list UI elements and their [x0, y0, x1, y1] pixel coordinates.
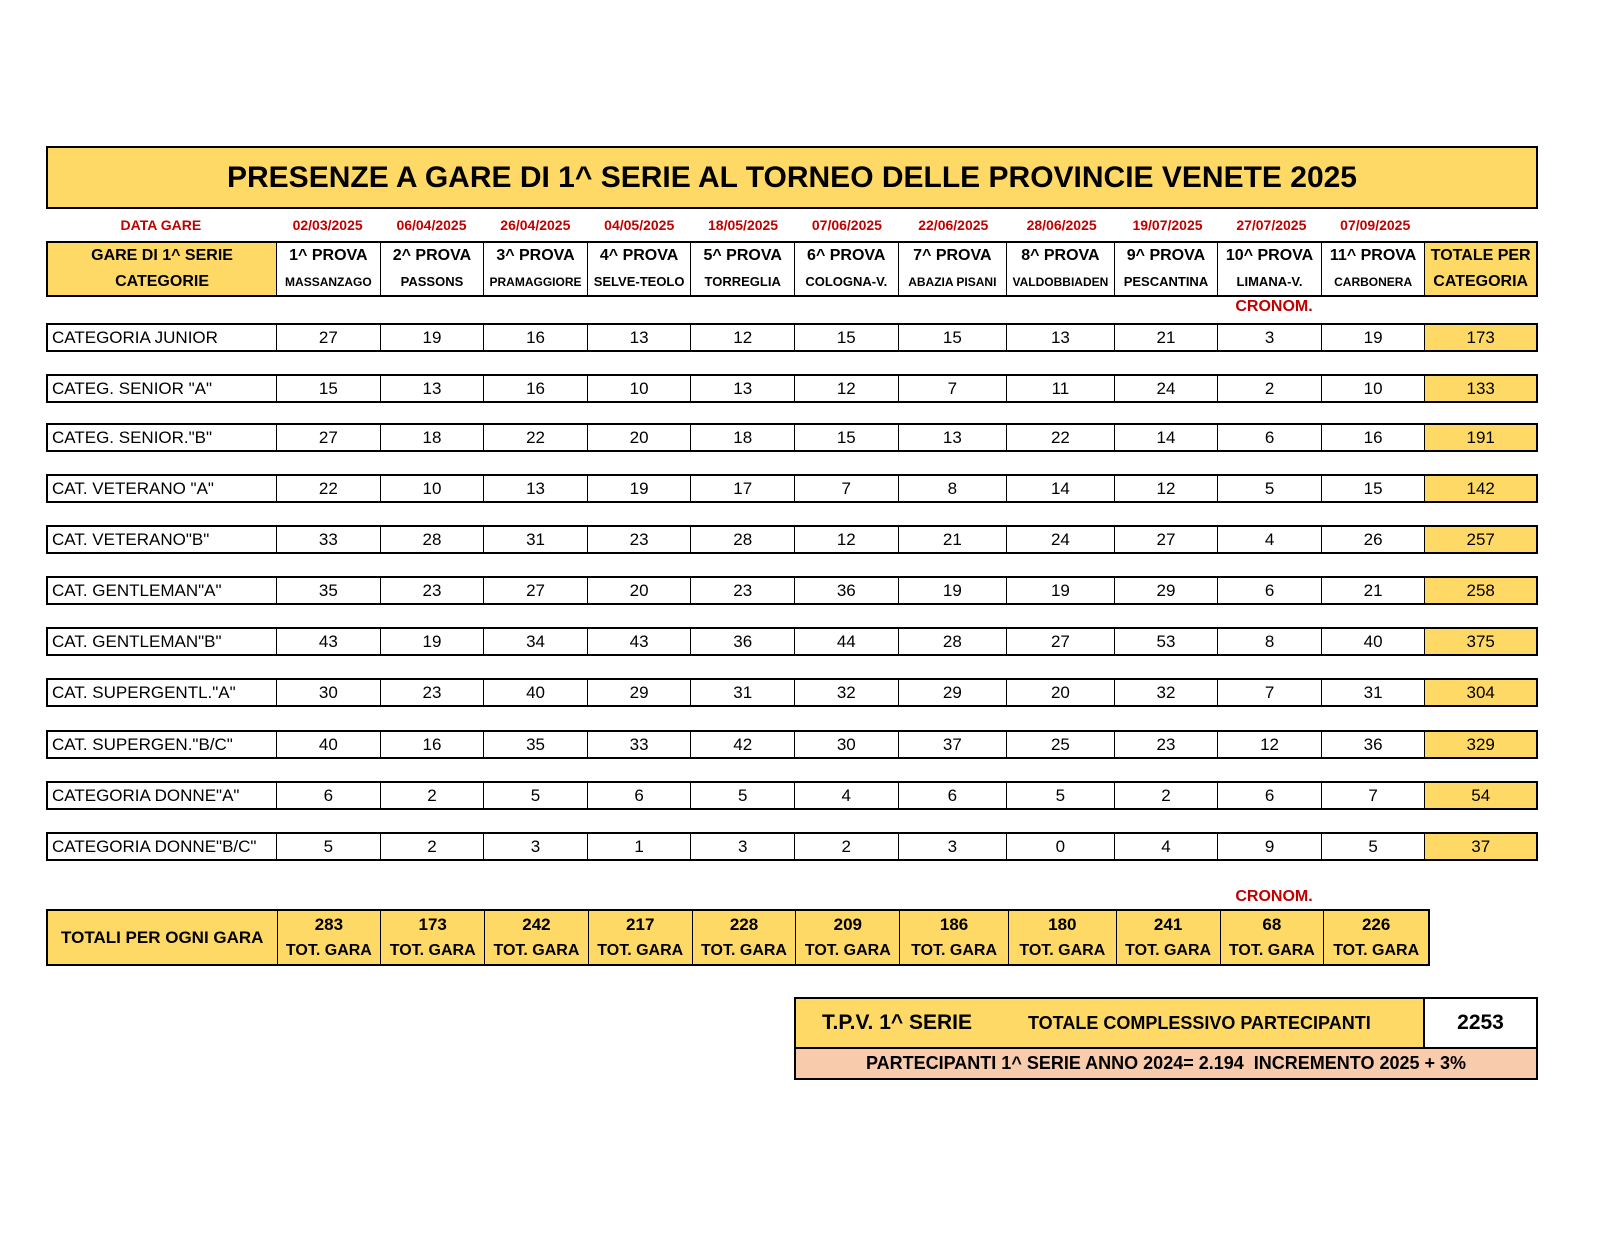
race-count-cell: 16	[1322, 425, 1426, 450]
race-count-cell: 24	[1115, 376, 1219, 401]
category-total-cell: 142	[1425, 476, 1536, 501]
race-total-cell	[278, 911, 382, 964]
race-count-cell: 19	[381, 629, 485, 654]
race-total-value: 228	[729, 914, 759, 934]
race-count-cell: 29	[899, 680, 1008, 705]
race-count-cell: 3	[899, 834, 1008, 859]
category-label: CAT. SUPERGEN."B/C"	[48, 732, 277, 757]
race-count-cell: 31	[484, 527, 588, 552]
race-count-cell: 10	[381, 476, 485, 501]
race-count-cell: 42	[691, 732, 795, 757]
race-count-cell: 16	[381, 732, 485, 757]
race-count-cell: 31	[691, 680, 795, 705]
race-total-value: 209	[833, 914, 862, 934]
category-total-cell: 375	[1425, 629, 1536, 654]
race-count-cell: 44	[795, 629, 899, 654]
cronom-label-top: CRONOM.	[1235, 298, 1313, 315]
header-line: CATEGORIE	[115, 273, 209, 290]
header-line: GARE DI 1^ SERIE	[91, 247, 233, 264]
race-date: 18/05/2025	[708, 217, 779, 233]
race-count-cell: 13	[899, 425, 1008, 450]
race-date: 26/04/2025	[500, 217, 571, 233]
race-total-cell	[796, 911, 900, 964]
race-count-cell: 18	[691, 425, 795, 450]
table-row	[46, 730, 1538, 759]
race-count-cell: 3	[484, 834, 588, 859]
category-total-cell: 257	[1425, 527, 1536, 552]
category-label: CAT. VETERANO "A"	[48, 476, 277, 501]
race-count-cell: 5	[1007, 783, 1115, 808]
category-total-cell: 329	[1425, 732, 1536, 757]
race-count-cell: 10	[588, 376, 692, 401]
race-total-sublabel: TOT. GARA	[804, 941, 891, 959]
totals-label: TOTALI PER OGNI GARA	[48, 911, 278, 964]
race-count-cell: 23	[691, 578, 795, 603]
race-count-cell: 13	[691, 376, 795, 401]
race-count-cell: 27	[277, 325, 381, 350]
race-count-cell: 35	[484, 732, 588, 757]
race-total-value: 173	[418, 914, 447, 934]
race-number: 9^ PROVA	[1126, 247, 1206, 264]
race-count-cell: 6	[588, 783, 692, 808]
race-count-cell: 3	[691, 834, 795, 859]
race-count-cell: 5	[1322, 834, 1426, 859]
cronom-label-bottom: CRONOM.	[1235, 888, 1313, 905]
race-number: 7^ PROVA	[913, 247, 992, 264]
race-count-cell: 24	[1007, 527, 1115, 552]
race-count-cell: 22	[484, 425, 588, 450]
race-count-cell: 36	[795, 578, 899, 603]
race-count-cell: 19	[588, 476, 692, 501]
header-race	[795, 243, 899, 295]
race-total-cell	[900, 911, 1009, 964]
race-total-sublabel: TOT. GARA	[1333, 941, 1420, 959]
race-count-cell: 21	[1115, 325, 1219, 350]
race-total-sublabel: TOT. GARA	[1019, 941, 1106, 959]
race-count-cell: 27	[1007, 629, 1115, 654]
table-row	[46, 323, 1538, 352]
race-count-cell: 26	[1322, 527, 1426, 552]
race-total-sublabel: TOT. GARA	[389, 941, 476, 959]
tpv-label: T.P.V. 1^ SERIE	[822, 1011, 973, 1034]
race-number: 5^ PROVA	[703, 247, 782, 264]
race-count-cell: 5	[1218, 476, 1322, 501]
race-count-cell: 20	[1007, 680, 1115, 705]
race-count-cell: 15	[795, 325, 899, 350]
category-total-cell: 304	[1425, 680, 1536, 705]
race-count-cell: 23	[588, 527, 692, 552]
category-label: CAT. SUPERGENTL."A"	[48, 680, 277, 705]
race-count-cell: 7	[899, 376, 1008, 401]
date-label: DATA GARE	[120, 217, 202, 233]
race-count-cell: 29	[1115, 578, 1219, 603]
race-total-sublabel: TOT. GARA	[1125, 941, 1212, 959]
header-race	[1115, 243, 1219, 295]
race-total-cell	[381, 911, 485, 964]
header-total	[1425, 243, 1536, 295]
race-count-cell: 36	[691, 629, 795, 654]
race-count-cell: 28	[691, 527, 795, 552]
race-count-cell: 4	[1115, 834, 1219, 859]
header-race	[899, 243, 1008, 295]
race-count-cell: 22	[1007, 425, 1115, 450]
race-count-cell: 5	[691, 783, 795, 808]
race-count-cell: 13	[588, 325, 692, 350]
race-total-sublabel: TOT. GARA	[597, 941, 684, 959]
race-place: MASSANZAGO	[285, 275, 372, 289]
header-race	[691, 243, 795, 295]
race-count-cell: 6	[277, 783, 381, 808]
race-total-value: 241	[1153, 914, 1183, 934]
race-count-cell: 15	[277, 376, 381, 401]
race-count-cell: 19	[899, 578, 1008, 603]
note-text: PARTECIPANTI 1^ SERIE ANNO 2024= 2.194 INCREMENTO 2025 + 3%	[865, 1053, 1467, 1073]
race-place: LIMANA-V.	[1236, 274, 1303, 289]
race-date: 27/07/2025	[1236, 217, 1307, 233]
category-total-cell: 54	[1425, 783, 1536, 808]
race-count-cell: 20	[588, 425, 692, 450]
race-count-cell: 31	[1322, 680, 1426, 705]
header-race	[1218, 243, 1322, 295]
race-count-cell: 34	[484, 629, 588, 654]
race-place: ABAZIA PISANI	[908, 275, 997, 289]
category-label: CAT. GENTLEMAN"B"	[48, 629, 277, 654]
total-participants-label: TOTALE COMPLESSIVO PARTECIPANTI	[1028, 1012, 1371, 1033]
race-count-cell: 33	[277, 527, 381, 552]
race-count-cell: 5	[484, 783, 588, 808]
summary-label-area	[796, 999, 1425, 1047]
race-count-cell: 7	[1218, 680, 1322, 705]
category-total-cell: 37	[1425, 834, 1536, 859]
race-total-value: 226	[1361, 914, 1391, 934]
table-row	[46, 576, 1538, 605]
dates-row	[46, 214, 1538, 236]
race-count-cell: 21	[1322, 578, 1426, 603]
race-number: 6^ PROVA	[807, 247, 886, 264]
race-date: 07/09/2025	[1340, 217, 1411, 233]
header-categories	[48, 243, 277, 295]
race-count-cell: 43	[588, 629, 692, 654]
race-count-cell: 33	[588, 732, 692, 757]
race-count-cell: 2	[1115, 783, 1219, 808]
race-count-cell: 37	[899, 732, 1008, 757]
table-row	[46, 781, 1538, 810]
race-count-cell: 16	[484, 325, 588, 350]
race-number: 4^ PROVA	[599, 247, 679, 264]
race-count-cell: 27	[484, 578, 588, 603]
race-total-sublabel: TOT. GARA	[285, 941, 372, 959]
race-number: 11^ PROVA	[1329, 247, 1417, 264]
table-row	[46, 627, 1538, 656]
race-count-cell: 35	[277, 578, 381, 603]
race-place: SELVE-TEOLO	[593, 274, 685, 289]
category-total-cell: 133	[1425, 376, 1536, 401]
category-total-cell: 173	[1425, 325, 1536, 350]
race-count-cell: 11	[1007, 376, 1115, 401]
race-total-cell	[485, 911, 589, 964]
race-count-cell: 2	[795, 834, 899, 859]
race-count-cell: 19	[381, 325, 485, 350]
race-count-cell: 15	[1322, 476, 1426, 501]
table-header	[46, 241, 1538, 297]
header-race	[588, 243, 692, 295]
category-total-cell: 258	[1425, 578, 1536, 603]
race-count-cell: 22	[277, 476, 381, 501]
race-count-cell: 19	[1322, 325, 1426, 350]
race-count-cell: 23	[381, 578, 485, 603]
race-count-cell: 27	[277, 425, 381, 450]
header-race	[484, 243, 588, 295]
race-count-cell: 6	[1218, 783, 1322, 808]
header-race	[1322, 243, 1426, 295]
race-count-cell: 15	[795, 425, 899, 450]
race-total-cell	[1117, 911, 1221, 964]
race-count-cell: 9	[1218, 834, 1322, 859]
header-line: CATEGORIA	[1433, 273, 1529, 290]
table-row	[46, 474, 1538, 503]
race-count-cell: 30	[795, 732, 899, 757]
race-count-cell: 2	[381, 783, 485, 808]
table-row	[46, 832, 1538, 861]
race-count-cell: 12	[795, 376, 899, 401]
race-number: 8^ PROVA	[1021, 247, 1100, 264]
race-count-cell: 6	[1218, 425, 1322, 450]
race-total-cell	[1324, 911, 1428, 964]
race-date: 04/05/2025	[604, 217, 675, 233]
race-count-cell: 40	[1322, 629, 1426, 654]
race-total-sublabel: TOT. GARA	[493, 941, 580, 959]
race-count-cell: 14	[1115, 425, 1219, 450]
category-label: CAT. VETERANO"B"	[48, 527, 277, 552]
race-count-cell: 6	[899, 783, 1008, 808]
race-place: COLOGNA-V.	[805, 274, 888, 289]
race-date: 07/06/2025	[811, 217, 882, 233]
race-count-cell: 12	[1218, 732, 1322, 757]
race-total-value: 217	[626, 914, 655, 934]
race-count-cell: 36	[1322, 732, 1426, 757]
race-number: 3^ PROVA	[496, 247, 575, 264]
race-count-cell: 18	[381, 425, 485, 450]
race-count-cell: 7	[795, 476, 899, 501]
race-date: 22/06/2025	[918, 217, 989, 233]
table-row	[46, 374, 1538, 403]
race-count-cell: 8	[1218, 629, 1322, 654]
category-label: CATEGORIA JUNIOR	[48, 325, 277, 350]
race-total-cell	[589, 911, 693, 964]
race-count-cell: 23	[1115, 732, 1219, 757]
category-label: CATEGORIA DONNE"B/C"	[48, 834, 277, 859]
race-place: TORREGLIA	[704, 274, 781, 289]
race-count-cell: 28	[899, 629, 1008, 654]
page-title	[46, 146, 1538, 209]
category-label: CAT. GENTLEMAN"A"	[48, 578, 277, 603]
race-date: 28/06/2025	[1026, 217, 1097, 233]
race-count-cell: 53	[1115, 629, 1219, 654]
race-count-cell: 23	[381, 680, 485, 705]
race-total-sublabel: TOT. GARA	[701, 941, 787, 959]
race-count-cell: 17	[691, 476, 795, 501]
race-count-cell: 1	[588, 834, 692, 859]
race-date: 02/03/2025	[292, 217, 363, 233]
category-label: CATEGORIA DONNE"A"	[48, 783, 277, 808]
header-race	[1007, 243, 1115, 295]
race-place: VALDOBBIADEN	[1012, 275, 1109, 289]
category-label: CATEG. SENIOR "A"	[48, 376, 277, 401]
race-count-cell: 10	[1322, 376, 1426, 401]
race-date: 06/04/2025	[396, 217, 467, 233]
race-count-cell: 40	[484, 680, 588, 705]
race-number: 10^ PROVA	[1225, 247, 1314, 264]
table-row	[46, 525, 1538, 554]
race-count-cell: 40	[277, 732, 381, 757]
race-count-cell: 16	[484, 376, 588, 401]
race-total-sublabel: TOT. GARA	[911, 941, 998, 959]
race-count-cell: 13	[484, 476, 588, 501]
race-count-cell: 25	[1007, 732, 1115, 757]
race-count-cell: 28	[381, 527, 485, 552]
race-total-sublabel: TOT. GARA	[1228, 941, 1315, 959]
race-count-cell: 15	[899, 325, 1008, 350]
summary-note	[794, 1049, 1538, 1080]
race-total-value: 242	[522, 914, 551, 934]
race-count-cell: 6	[1218, 578, 1322, 603]
race-number: 2^ PROVA	[392, 247, 472, 264]
race-count-cell: 14	[1007, 476, 1115, 501]
table-row	[46, 423, 1538, 452]
header-line: TOTALE PER	[1430, 247, 1531, 264]
race-count-cell: 4	[1218, 527, 1322, 552]
race-count-cell: 29	[588, 680, 692, 705]
race-count-cell: 32	[795, 680, 899, 705]
race-count-cell: 12	[795, 527, 899, 552]
race-count-cell: 2	[1218, 376, 1322, 401]
summary-box	[794, 997, 1538, 1049]
race-count-cell: 13	[381, 376, 485, 401]
race-count-cell: 12	[1115, 476, 1219, 501]
race-count-cell: 5	[277, 834, 381, 859]
header-race	[277, 243, 381, 295]
race-date: 19/07/2025	[1132, 217, 1203, 233]
race-place: CARBONERA	[1334, 275, 1413, 289]
category-total-cell: 191	[1425, 425, 1536, 450]
race-count-cell: 32	[1115, 680, 1219, 705]
race-count-cell: 30	[277, 680, 381, 705]
table-row	[46, 678, 1538, 707]
race-count-cell: 43	[277, 629, 381, 654]
title-text: PRESENZE A GARE DI 1^ SERIE AL TORNEO DELLE PROVINCIE VENETE 2025	[227, 160, 1357, 194]
race-count-cell: 20	[588, 578, 692, 603]
race-total-cell	[1221, 911, 1325, 964]
race-total-cell	[1009, 911, 1117, 964]
race-count-cell: 19	[1007, 578, 1115, 603]
race-count-cell: 12	[691, 325, 795, 350]
race-number: 1^ PROVA	[289, 247, 368, 264]
race-total-value: 186	[939, 914, 969, 934]
race-place: PESCANTINA	[1123, 274, 1209, 289]
race-total-value: 283	[314, 914, 344, 934]
total-participants-value: 2253	[1457, 1011, 1504, 1034]
race-count-cell: 3	[1218, 325, 1322, 350]
race-total-value: 68	[1262, 914, 1282, 934]
race-count-cell: 2	[381, 834, 485, 859]
race-count-cell: 13	[1007, 325, 1115, 350]
header-race	[381, 243, 485, 295]
race-total-cell	[693, 911, 797, 964]
race-count-cell: 27	[1115, 527, 1219, 552]
race-place: PRAMAGGIORE	[489, 275, 582, 289]
race-count-cell: 21	[899, 527, 1008, 552]
race-count-cell: 0	[1007, 834, 1115, 859]
category-label: CATEG. SENIOR."B"	[48, 425, 277, 450]
totals-row	[46, 909, 1430, 966]
race-count-cell: 7	[1322, 783, 1426, 808]
race-count-cell: 8	[899, 476, 1008, 501]
race-place: PASSONS	[400, 274, 464, 289]
race-count-cell: 4	[795, 783, 899, 808]
race-total-value: 180	[1048, 914, 1077, 934]
